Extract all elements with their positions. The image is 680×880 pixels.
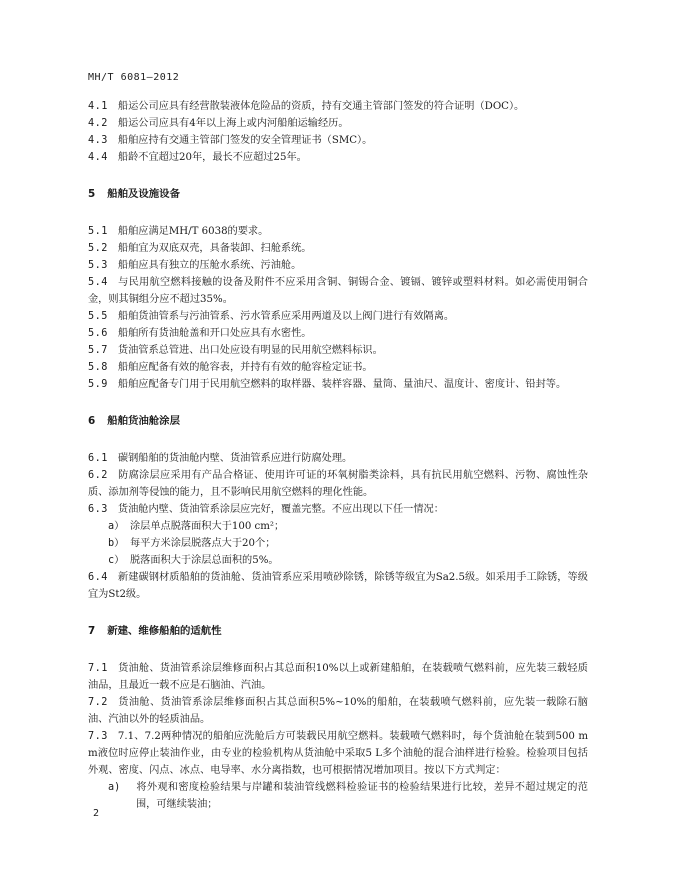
clause-number: 6.4 <box>88 572 108 583</box>
clause-5-7 <box>88 342 588 359</box>
clause-5-9 <box>88 376 588 393</box>
clause-number: 5.4 <box>88 277 108 288</box>
clause-text: 货油舱、货油管系涂层维修面积占其总面积10%以上或新建船舶，在装载喷气燃料前，应先装三载轻质油品，且最近一载不应是石脑油、汽油。 <box>88 663 588 691</box>
list-item-c <box>108 552 588 569</box>
clause-text: 船运公司应具有经营散装液体危险品的资质，持有交通主管部门签发的符合证明（DOC）。 <box>117 101 525 112</box>
clause-text: 船舶应配备有效的舱容表，并持有有效的舱容检定证书。 <box>117 362 373 373</box>
clause-number: 7.1 <box>88 663 108 674</box>
section-5-heading <box>88 186 588 203</box>
clause-text: 防腐涂层应采用有产品合格证、使用许可证的环氧树脂类涂料，具有抗民用航空燃料、污物、腐蚀性杂质、添加剂等侵蚀的能力，且不影响民用航空燃料的理化性能。 <box>88 470 588 498</box>
list-label: c） <box>108 555 125 566</box>
clause-number: 4.2 <box>88 118 108 129</box>
clause-4-1 <box>88 98 588 115</box>
clause-text: 船舶应持有交通主管部门签发的安全管理证书（SMC）。 <box>117 135 373 146</box>
clause-number: 4.3 <box>88 135 108 146</box>
clause-7-2 <box>88 694 588 728</box>
list-label: a) <box>108 782 121 793</box>
clause-text: 新建碳钢材质船舶的货油舱、货油管系应采用喷砂除锈，除锈等级宜为Sa2.5级。如采用手工除锈，等级宜为St2级。 <box>88 572 588 600</box>
clause-number: 5.5 <box>88 311 108 322</box>
list-label: a） <box>108 521 125 532</box>
clause-5-2 <box>88 240 588 257</box>
clause-text: 船舶应配备专门用于民用航空燃料的取样器、装样容器、量筒、量油尺、温度计、密度计、铅封等。 <box>117 379 567 390</box>
clause-5-4 <box>88 274 588 308</box>
page-number: 2 <box>93 808 100 819</box>
clause-number: 5.2 <box>88 243 108 254</box>
section-title: 新建、维修船舶的适航性 <box>107 625 222 637</box>
section-number: 7 <box>88 625 96 637</box>
clause-6-1 <box>88 450 588 467</box>
clause-text: 碳钢船舶的货油舱内壁、货油管系应进行防腐处理。 <box>117 453 353 464</box>
clause-5-5 <box>88 308 588 325</box>
clause-text: 船舶应满足MH/T 6038的要求。 <box>117 226 269 237</box>
clause-text: 7.1、7.2两种情况的船舶应洗舱后方可装载民用航空燃料。装载喷气燃料时，每个货油舱在装到500 mm液位时应停止装油作业，由专业的检验机构从货油舱中采取5 L多个油舱的混合油样进行检验。检验项目包括外观、密度、闪点、冰点、电导率、水分离指数，也可根据情况增加项目。按以下方式判定： <box>88 731 588 776</box>
list-text: 每平方米涂层脱落点大于20个； <box>130 538 276 549</box>
clause-text: 货油舱、货油管系涂层维修面积占其总面积5%~10%的船舶，在装载喷气燃料前，应先装一载除石脑油、汽油以外的轻质油品。 <box>88 697 588 725</box>
clause-number: 5.8 <box>88 362 108 373</box>
clause-text: 船龄不宜超过20年，最长不应超过25年。 <box>117 152 307 163</box>
clause-4-3 <box>88 132 588 149</box>
section-title: 船舶及设施设备 <box>107 188 180 200</box>
list-item-a <box>108 779 588 813</box>
section-6-heading <box>88 413 588 430</box>
list-text: 涂层单点脱落面积大于100 cm²； <box>130 521 285 532</box>
list-text: 将外观和密度检验结果与岸罐和装油管线燃料检验证书的检验结果进行比较，差异不超过规定的范围，可继续装油； <box>136 782 588 810</box>
clause-number: 5.7 <box>88 345 108 356</box>
clause-text: 船舶应具有独立的压舱水系统、污油舱。 <box>117 260 302 271</box>
clause-number: 5.3 <box>88 260 108 271</box>
list-item-a <box>108 518 588 535</box>
clause-number: 6.2 <box>88 470 108 481</box>
clause-5-6 <box>88 325 588 342</box>
list-item-b <box>108 535 588 552</box>
clause-number: 5.1 <box>88 226 108 237</box>
clause-number: 6.3 <box>88 504 108 515</box>
clause-text: 货油管系总管进、出口处应设有明显的民用航空燃料标识。 <box>117 345 383 356</box>
clause-text: 船舶宜为双底双壳，具备装卸、扫舱系统。 <box>117 243 312 254</box>
standard-code-header: MH/T 6081—2012 <box>88 72 180 83</box>
section-title: 船舶货油舱涂层 <box>107 415 180 427</box>
clause-6-3 <box>88 501 588 518</box>
clause-6-2 <box>88 467 588 501</box>
clause-number: 5.9 <box>88 379 108 390</box>
clause-text: 船舶货油管系与污油管系、污水管系应采用两道及以上阀门进行有效隔离。 <box>117 311 455 322</box>
clause-text: 船运公司应具有4年以上海上或内河船舶运输经历。 <box>117 118 349 129</box>
clause-4-2 <box>88 115 588 132</box>
clause-number: 7.2 <box>88 697 108 708</box>
document-body <box>88 98 588 813</box>
clause-7-1 <box>88 660 588 694</box>
clause-text: 货油舱内壁、货油管系涂层应完好，覆盖完整。不应出现以下任一情况： <box>117 504 444 515</box>
clause-5-3 <box>88 257 588 274</box>
clause-number: 4.4 <box>88 152 108 163</box>
clause-number: 4.1 <box>88 101 108 112</box>
clause-number: 7.3 <box>88 731 108 742</box>
list-text: 脱落面积大于涂层总面积的5%。 <box>130 555 279 566</box>
section-number: 6 <box>88 415 96 427</box>
clause-6-4 <box>88 569 588 603</box>
clause-4-4 <box>88 149 588 166</box>
clause-number: 6.1 <box>88 453 108 464</box>
section-number: 5 <box>88 188 96 200</box>
clause-text: 船舶所有货油舱盖和开口处应具有水密性。 <box>117 328 312 339</box>
list-label: b） <box>108 538 125 549</box>
clause-5-8 <box>88 359 588 376</box>
clause-text: 与民用航空燃料接触的设备及附件不应采用含铜、铜锡合金、镀镉、镀锌或塑料材料。如必需使用铜合金，则其铜组分应不超过35%。 <box>88 277 588 305</box>
section-7-heading <box>88 623 588 640</box>
clause-5-1 <box>88 223 588 240</box>
clause-7-3 <box>88 728 588 779</box>
clause-number: 5.6 <box>88 328 108 339</box>
